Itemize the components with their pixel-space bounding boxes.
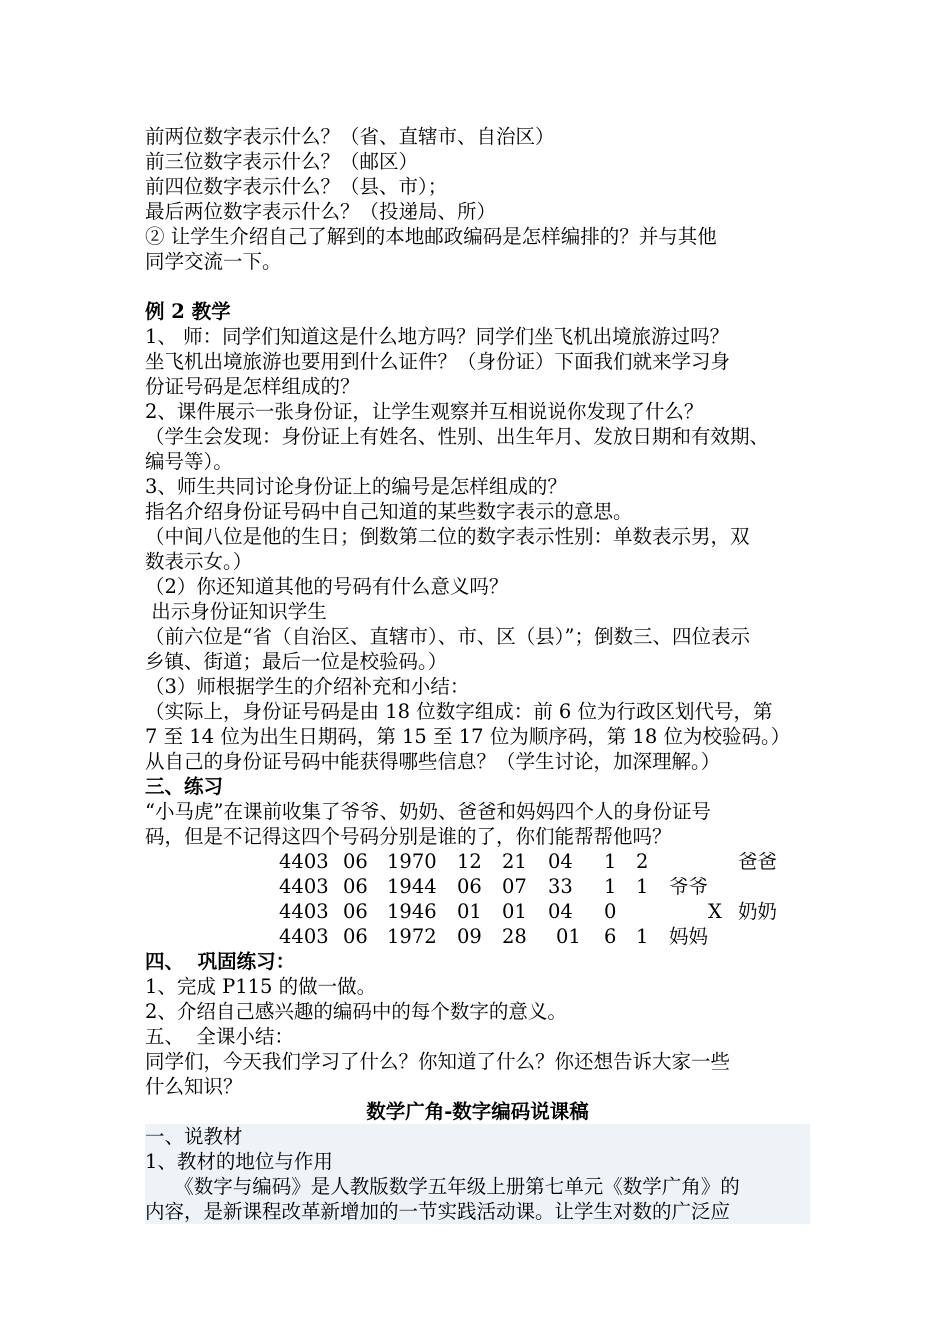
text-line: 一、说教材 (145, 1124, 810, 1149)
id-part: 09 (457, 925, 482, 948)
id-part: 4403 (279, 925, 329, 948)
text-line: 从自己的身份证号码中能获得哪些信息？（学生讨论，加深理解。） (145, 750, 721, 773)
text-line: 2、介绍自己感兴趣的编码中的每个数字的意义。 (145, 1000, 567, 1023)
id-part: X (708, 900, 722, 923)
id-part: 4403 (279, 850, 329, 873)
id-part: 06 (343, 925, 368, 948)
text-line: 出示身份证知识学生 (145, 600, 327, 623)
id-part: 01 (556, 925, 581, 948)
id-part: 1946 (387, 900, 437, 923)
text-line: 内容，是新课程改革新增加的一节实践活动课。让学生对数的广泛应 (145, 1199, 810, 1224)
text-line: “小马虎”在课前收集了爷爷、奶奶、爸爸和妈妈四个人的身份证号 (145, 800, 711, 823)
blank-line (145, 274, 810, 299)
text-line: 前四位数字表示什么？（县、市）； (145, 175, 448, 198)
text-line: 3、师生共同讨论身份证上的编号是怎样组成的？ (145, 475, 567, 498)
id-part: 06 (343, 850, 368, 873)
text-line: 1、 师：同学们知道这是什么地方吗？同学们坐飞机出境旅游过吗？ (145, 325, 730, 348)
text-line: （实际上，身份证号码是由 18 位数字组成：前 6 位为行政区划代号，第 (145, 700, 773, 723)
id-owner-label: 爷爷 (669, 875, 709, 898)
id-part: 33 (548, 875, 573, 898)
text-line: （学生会发现：身份证上有姓名、性别、出生年月、发放日期和有效期、 (145, 425, 770, 448)
id-part: 01 (502, 900, 527, 923)
document-body (145, 124, 810, 1224)
id-part: 1 (636, 875, 649, 898)
text-line: （前六位是“省（自治区、直辖市）、市、区（县）”；倒数三、四位表示 (145, 625, 750, 648)
text-line: 1、教材的地位与作用 (145, 1149, 810, 1174)
text-line: 坐飞机出境旅游也要用到什么证件？（身份证）下面我们就来学习身 (145, 350, 731, 373)
id-part: 01 (457, 900, 482, 923)
id-part: 0 (604, 900, 617, 923)
id-part: 06 (457, 875, 482, 898)
id-part: 07 (502, 875, 527, 898)
text-line: 《数字与编码》是人教版数学五年级上册第七单元《数学广角》的 (145, 1174, 810, 1199)
id-part: 1 (604, 850, 617, 873)
id-part: 21 (502, 850, 527, 873)
text-line: 份证号码是怎样组成的？ (145, 375, 360, 398)
text-line: 同学们，今天我们学习了什么？你知道了什么？你还想告诉大家一些 (145, 1050, 731, 1073)
section3-heading: 三、练习 (145, 775, 224, 798)
id-owner-label: 爸爸 (738, 850, 778, 873)
id-part: 28 (502, 925, 527, 948)
text-line: 指名介绍身份证号码中自己知道的某些数字表示的意思。 (145, 500, 633, 523)
text-line: 什么知识？ (145, 1075, 243, 1098)
text-line: 同学交流一下。 (145, 250, 282, 273)
id-part: 4403 (279, 900, 329, 923)
example2-heading: 例 2 教学 (145, 300, 231, 323)
id-number-row (145, 874, 810, 899)
id-part: 1944 (387, 875, 437, 898)
text-line: ② 让学生介绍自己了解到的本地邮政编码是怎样编排的？并与其他 (145, 225, 717, 248)
text-line: 1、完成 P115 的做一做。 (145, 975, 377, 998)
id-number-row (145, 849, 810, 874)
id-number-row (145, 924, 810, 949)
id-part: 06 (343, 875, 368, 898)
text-line: 前两位数字表示什么？（省、直辖市、自治区） (145, 125, 555, 148)
text-line: 五、 全课小结： (145, 1025, 294, 1048)
text-line: 乡镇、街道；最后一位是校验码。） (145, 650, 448, 673)
text-line: （中间八位是他的生日；倒数第二位的数字表示性别：单数表示男，双 (145, 525, 750, 548)
id-part: 04 (548, 900, 573, 923)
text-line: 最后两位数字表示什么？（投递局、所） (145, 200, 497, 223)
id-owner-label: 奶奶 (738, 900, 778, 923)
id-part: 12 (457, 850, 482, 873)
document-title: 数学广角-数字编码说课稿 (366, 1100, 589, 1123)
id-part: 1 (604, 875, 617, 898)
id-part: 1972 (387, 925, 437, 948)
id-part: 06 (343, 900, 368, 923)
section4-heading: 四、 巩固练习： (145, 950, 296, 973)
text-line: （2）你还知道其他的号码有什么意义吗？ (145, 575, 509, 598)
id-part: 1970 (387, 850, 437, 873)
text-line: 码，但是不记得这四个号码分别是谁的了，你们能帮帮他吗？ (145, 825, 672, 848)
text-line: 7 至 14 位为出生日期码，第 15 至 17 位为顺序码，第 18 位为校验码。） (145, 725, 791, 748)
text-line: 数表示女。） (145, 550, 253, 573)
text-line: 2、课件展示一张身份证，让学生观察并互相说说你发现了什么？ (145, 400, 704, 423)
id-part: 1 (636, 925, 649, 948)
id-number-row (145, 899, 810, 924)
id-part: 2 (636, 850, 649, 873)
id-part: 04 (548, 850, 573, 873)
text-line: 编号等）。 (145, 450, 233, 473)
id-part: 6 (604, 925, 617, 948)
text-line: （3）师根据学生的介绍补充和小结： (145, 675, 470, 698)
text-line: 前三位数字表示什么？（邮区） (145, 150, 419, 173)
id-owner-label: 妈妈 (669, 925, 709, 948)
id-part: 4403 (279, 875, 329, 898)
